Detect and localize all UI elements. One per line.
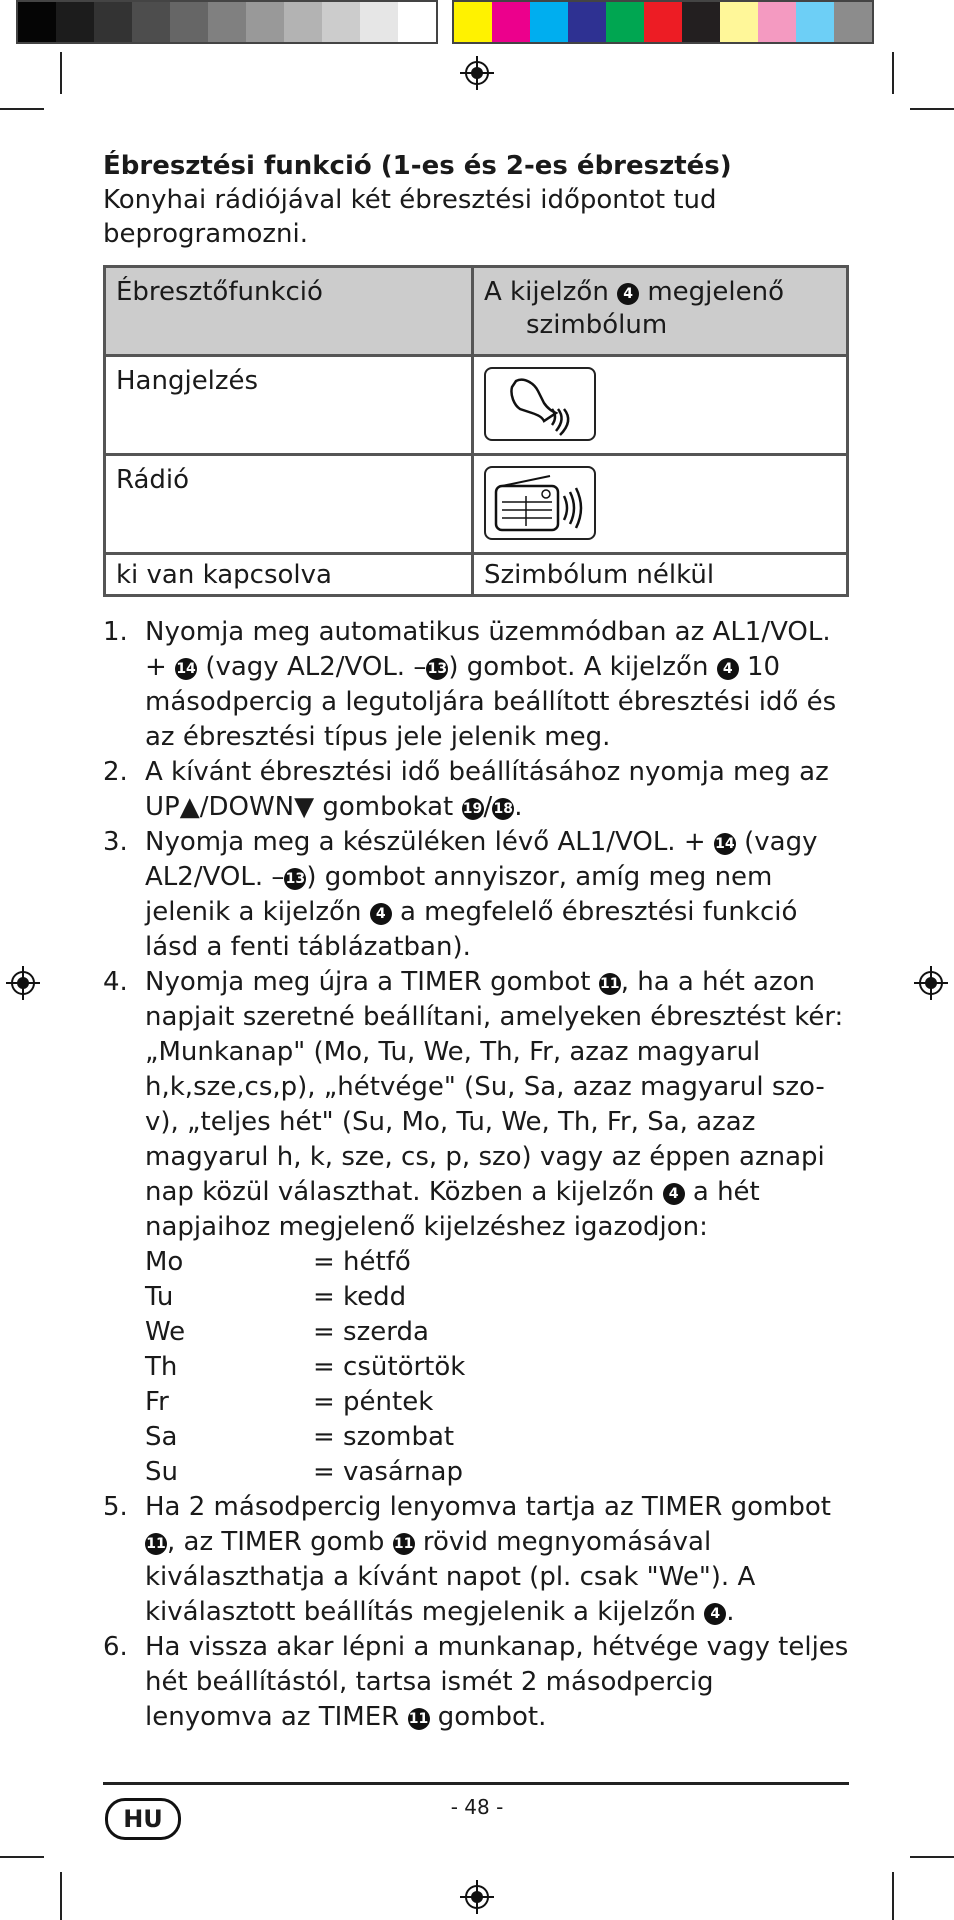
- ref-number-badge: 4: [370, 903, 392, 925]
- table-header-row: [105, 267, 848, 356]
- table-cell-symbol: [473, 455, 848, 554]
- step-text: /: [483, 792, 493, 822]
- ref-number-badge: 19: [462, 798, 484, 820]
- table-cell-label: Hangjelzés: [105, 356, 473, 455]
- ref-number-badge: 13: [426, 658, 448, 680]
- color-swatch: [720, 2, 758, 42]
- color-swatch: [796, 2, 834, 42]
- ref-number-badge: 18: [492, 798, 514, 820]
- crop-mark: [60, 52, 62, 94]
- weekday-name: = péntek: [313, 1387, 434, 1417]
- weekday-name: = szombat: [313, 1422, 455, 1452]
- weekday-abbr: Su: [145, 1457, 178, 1487]
- color-swatches: [452, 0, 874, 44]
- page-content: [103, 150, 849, 1735]
- weekday-row: [145, 1350, 849, 1385]
- table-row: [105, 455, 848, 554]
- language-badge: HU: [105, 1798, 181, 1840]
- weekday-name: = szerda: [313, 1317, 429, 1347]
- registration-mark-icon: [914, 966, 948, 1000]
- step-text: Nyomja meg újra a TIMER gombot: [145, 967, 591, 997]
- weekday-name: = vasárnap: [313, 1457, 463, 1487]
- page-number: - 48 -: [450, 1795, 504, 1819]
- ref-number-badge: 11: [408, 1708, 430, 1730]
- registration-mark-icon: [6, 966, 40, 1000]
- ref-number-badge: 14: [714, 833, 736, 855]
- table-cell-label: Rádió: [105, 455, 473, 554]
- table-cell-value: Szimbólum nélkül: [473, 554, 848, 596]
- color-swatch: [568, 2, 606, 42]
- color-swatch: [834, 2, 872, 42]
- ref-number-badge: 4: [704, 1603, 726, 1625]
- table-cell-label: ki van kapcsolva: [105, 554, 473, 596]
- list-item: [103, 965, 849, 1490]
- registration-mark-icon: [460, 56, 494, 90]
- ref-number-badge: 11: [599, 973, 621, 995]
- step-text: A kívánt ébresztési idő beállításához nyomja meg az UP▲/DOWN▼ gombokat: [145, 757, 829, 822]
- step-text: gombot.: [437, 1702, 547, 1732]
- color-swatch: [644, 2, 682, 42]
- weekday-abbr: Th: [145, 1352, 178, 1382]
- gray-swatch: [208, 2, 246, 42]
- step-text: a hét napjaihoz megjelenő kijelzéshez igazodjon:: [145, 1177, 760, 1242]
- color-swatch: [492, 2, 530, 42]
- step-text: , ha a hét azon napjait szeretné beállítani, amelyeken ébresztést kér: „Munkanap" (Mo, Tu, We, Th, Fr, azaz magyarul h,k,sze,cs,p), „hétvége" (Su, Sa, azaz magyarul szo-v), „teljes hét" (Su, Mo, Tu, We, Th, Fr, Sa, azaz magyarul h, k, sze, cs, p, szo) vagy az éppen aznapi nap közül választhat. Közben a kijelzőn: [145, 967, 844, 1207]
- step-text: Nyomja meg a készüléken lévő AL1/VOL. +: [145, 827, 706, 857]
- gray-swatch: [398, 2, 436, 42]
- table-row: [105, 554, 848, 596]
- list-item: [103, 1490, 849, 1630]
- weekday-list: [145, 1245, 849, 1490]
- step-number: 3.: [103, 827, 128, 857]
- section-heading: Ébresztési funkció (1-es és 2-es ébresztés): [103, 151, 732, 181]
- step-text: .: [514, 792, 523, 822]
- weekday-name: = hétfő: [313, 1247, 411, 1277]
- radio-icon: [484, 466, 596, 540]
- ref-number-badge: 13: [284, 868, 306, 890]
- gray-swatch: [322, 2, 360, 42]
- gray-swatch: [56, 2, 94, 42]
- step-text: Nyomja meg automatikus üzemmódban az AL1/VOL. +: [145, 617, 831, 682]
- weekday-abbr: Sa: [145, 1422, 178, 1452]
- weekday-name: = csütörtök: [313, 1352, 466, 1382]
- gray-swatch: [284, 2, 322, 42]
- step-text: (vagy AL2/VOL. –: [145, 827, 818, 892]
- step-number: 1.: [103, 617, 128, 647]
- weekday-abbr: Tu: [145, 1282, 174, 1312]
- weekday-row: [145, 1420, 849, 1455]
- grayscale-swatches: [16, 0, 438, 44]
- weekday-name: = kedd: [313, 1282, 407, 1312]
- color-swatch: [758, 2, 796, 42]
- gray-swatch: [170, 2, 208, 42]
- ref-number-badge: 14: [175, 658, 197, 680]
- list-item: [103, 755, 849, 825]
- table-cell-symbol: [473, 356, 848, 455]
- step-text: ) gombot. A kijelzőn: [448, 652, 709, 682]
- step-text: , az TIMER gomb: [167, 1527, 385, 1557]
- weekday-row: [145, 1455, 849, 1490]
- step-text: 10 másodpercig a legutoljára beállított ébresztési idő és az ébresztési típus jele jelenik meg.: [145, 652, 837, 752]
- step-text: rövid megnyomásával kiválaszthatja a kívánt napot (pl. csak "We"). A kiválasztott beállítás megjelenik a kijelzőn: [145, 1527, 756, 1627]
- table-row: [105, 356, 848, 455]
- color-swatch: [682, 2, 720, 42]
- table-header-col1: Ébresztőfunkció: [105, 267, 473, 356]
- crop-mark: [0, 108, 44, 110]
- weekday-row: [145, 1315, 849, 1350]
- header-text: szimbólum: [526, 310, 668, 340]
- ref-number-badge: 4: [663, 1183, 685, 1205]
- crop-mark: [910, 1856, 954, 1858]
- color-swatch: [606, 2, 644, 42]
- instruction-list: [103, 615, 849, 1735]
- header-text: A kijelzőn: [484, 277, 609, 307]
- step-text: a megfelelő ébresztési funkció lásd a fenti táblázatban).: [145, 897, 798, 962]
- gray-swatch: [132, 2, 170, 42]
- ref-number-badge: 4: [717, 658, 739, 680]
- list-item: [103, 615, 849, 755]
- step-text: .: [726, 1597, 735, 1627]
- ref-number-badge: 4: [617, 283, 639, 305]
- list-item: [103, 1630, 849, 1735]
- color-calibration-bar: [16, 0, 874, 44]
- step-number: 5.: [103, 1492, 128, 1522]
- registration-mark-icon: [460, 1880, 494, 1914]
- color-swatch: [454, 2, 492, 42]
- weekday-row: [145, 1245, 849, 1280]
- step-text: Ha 2 másodpercig lenyomva tartja az TIMER gombot: [145, 1492, 831, 1522]
- crop-mark: [910, 108, 954, 110]
- gray-swatch: [246, 2, 284, 42]
- crop-mark: [892, 52, 894, 94]
- crop-mark: [0, 1856, 44, 1858]
- step-number: 2.: [103, 757, 128, 787]
- step-text: (vagy AL2/VOL. –: [205, 652, 427, 682]
- weekday-abbr: We: [145, 1317, 186, 1347]
- step-text: Ha vissza akar lépni a munkanap, hétvége vagy teljes hét beállítástól, tartsa ismét 2 másodpercig lenyomva az TIMER: [145, 1632, 849, 1732]
- step-text: ) gombot annyiszor, amíg meg nem jelenik a kijelzőn: [145, 862, 773, 927]
- ref-number-badge: 11: [393, 1533, 415, 1555]
- header-text: megjelenő: [647, 277, 784, 307]
- weekday-row: [145, 1385, 849, 1420]
- color-swatch: [530, 2, 568, 42]
- list-item: [103, 825, 849, 965]
- alarm-function-table: [103, 265, 849, 597]
- footer-divider: [103, 1782, 849, 1785]
- crop-mark: [892, 1872, 894, 1920]
- step-number: 4.: [103, 967, 128, 997]
- intro-text: Konyhai rádiójával két ébresztési időpontot tud beprogramozni.: [103, 185, 717, 249]
- gray-swatch: [94, 2, 132, 42]
- bell-icon: [484, 367, 596, 441]
- weekday-row: [145, 1280, 849, 1315]
- ref-number-badge: 11: [145, 1533, 167, 1555]
- weekday-abbr: Fr: [145, 1387, 169, 1417]
- weekday-abbr: Mo: [145, 1247, 184, 1277]
- gray-swatch: [360, 2, 398, 42]
- step-number: 6.: [103, 1632, 128, 1662]
- crop-mark: [60, 1872, 62, 1920]
- gray-swatch: [18, 2, 56, 42]
- table-header-col2: [473, 267, 848, 356]
